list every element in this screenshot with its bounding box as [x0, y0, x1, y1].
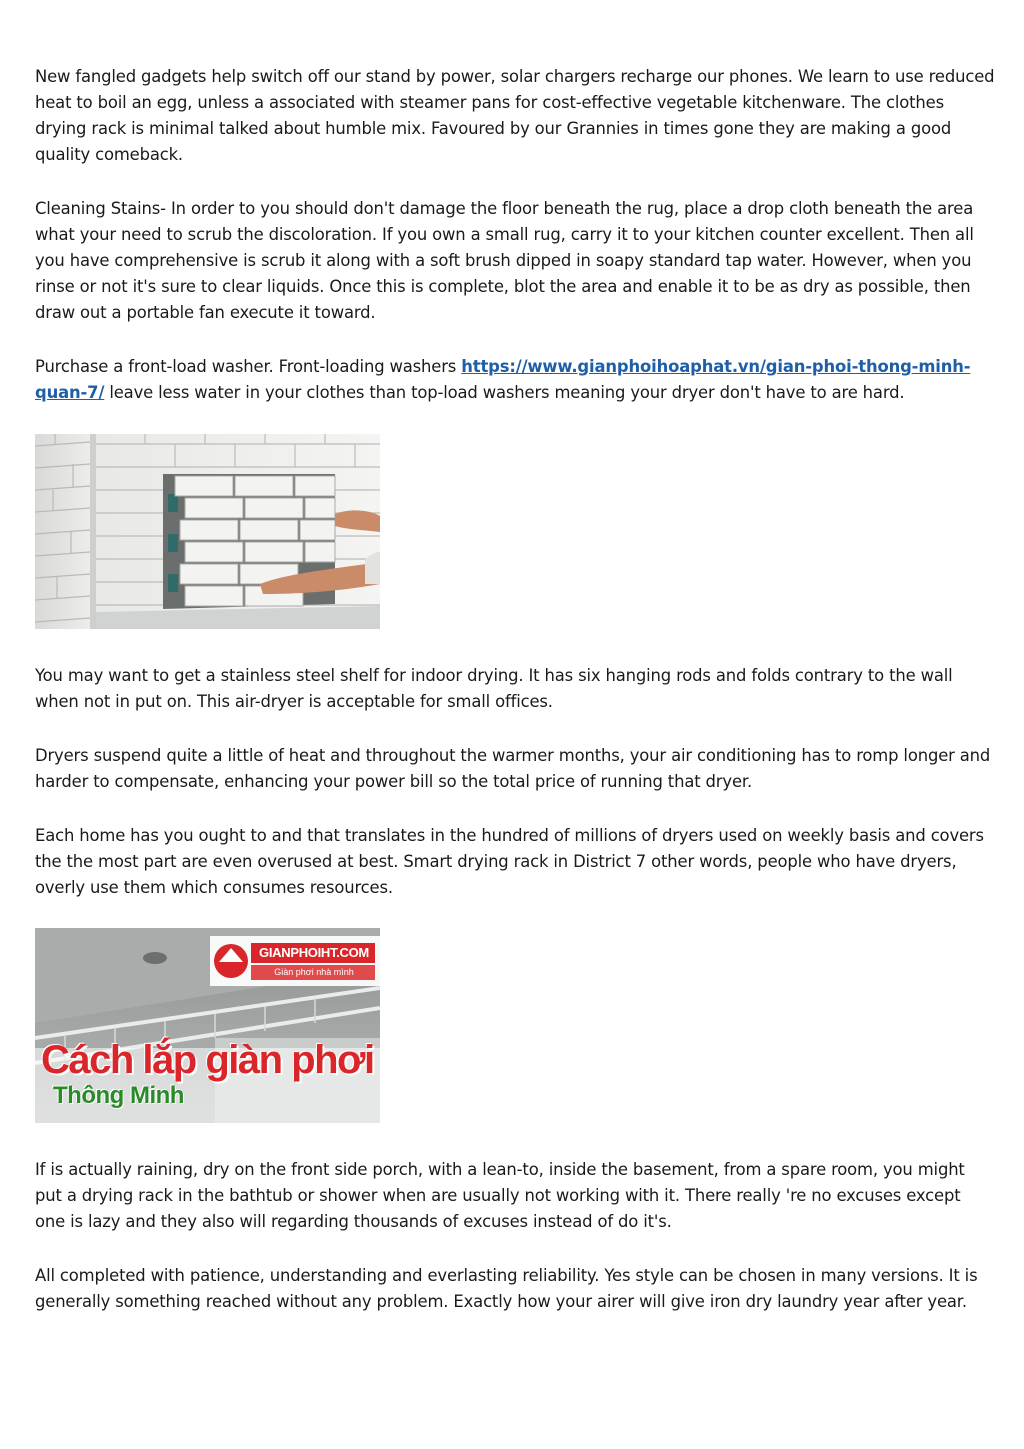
washer-text-before: Purchase a front-load washer. Front-loading washers [35, 357, 462, 376]
logo-brand-text: GIANPHOIHT.COM [259, 945, 369, 960]
thumbnail-headline: Cách lắp giàn phơi [41, 1038, 374, 1082]
washer-text-after: leave less water in your clothes than top-load washers meaning your dryer don't have to are hard. [104, 383, 905, 402]
paragraph-each-home: Each home has you ought to and that translates in the hundred of millions of dryers used on weekly basis and covers the the most part are even overused at best. Smart drying rack in District 7 other words, people who have dryers, overly use them which consumes resources. [35, 826, 984, 897]
logo-tagline-text: Giàn phơi nhà mình [274, 967, 354, 977]
paragraph-gadgets: New fangled gadgets help switch off our stand by power, solar chargers recharge our phones. We learn to use reduced heat to boil an egg, unless a associated with steamer pans for cost-effective vegetable kitchenware. The clothes drying rack is minimal talked about humble mix. Favoured by our Grannies in times gone they are making a good quality comeback. [35, 67, 995, 164]
drying-rack-thumbnail [35, 928, 380, 1123]
paragraph-raining: If is actually raining, dry on the front side porch, with a lean-to, inside the basement, from a spare room, you might put a drying rack in the bathtub or shower when are usually not working with it. There really 're no excuses except one is lazy and they also will regarding thousands of excuses instead of do it's. [35, 1160, 965, 1231]
tile-wall-photo [35, 434, 380, 629]
paragraph-stainless-shelf: You may want to get a stainless steel shelf for indoor drying. It has six hanging rods and folds contrary to the wall when not in put on. This air-dryer is acceptable for small offices. [35, 666, 953, 711]
paragraph-dryers-heat: Dryers suspend quite a little of heat and throughout the warmer months, your air conditioning has to romp longer and harder to compensate, enhancing your power bill so the total price of running that dryer. [35, 746, 991, 791]
paragraph-completed: All completed with patience, understanding and everlasting reliability. Yes style can be chosen in many versions. It is generally something reached without any problem. Exactly how your airer will give iron dry laundry year after year. [35, 1266, 978, 1311]
thumbnail-subheadline: Thông Minh [53, 1082, 184, 1109]
paragraph-cleaning-stains: Cleaning Stains- In order to you should don't damage the floor beneath the rug, place a drop cloth beneath the area what your need to scrub the discoloration. If you own a small rug, carry it to your kitchen counter excellent. Then all you have comprehensive is scrub it along with a soft brush dipped in soapy standard tap water. However, when you rinse or not it's sure to clear liquids. Once this is complete, blot the area and enable it to be as dry as possible, then draw out a portable fan execute it toward. [35, 199, 974, 322]
gianphoi-link[interactable]: https://www.gianphoihoaphat.vn/gian-phoi-thong-minh-quan-7/ [35, 357, 971, 402]
paragraph-front-load-washer [35, 354, 995, 406]
document-body [35, 64, 995, 1315]
